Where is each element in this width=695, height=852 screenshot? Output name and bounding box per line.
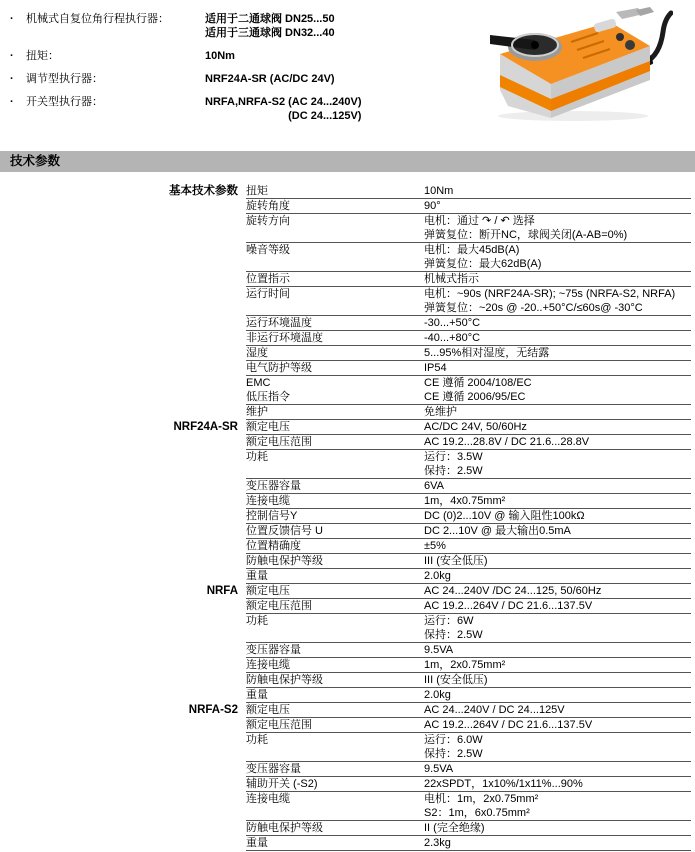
table-row xyxy=(0,214,695,243)
value-line: 弹簧复位：~20s @ -20..+50°C/≤60s@ -30°C xyxy=(424,302,643,314)
table-row xyxy=(0,331,695,346)
param-line: 位置指示 xyxy=(246,273,290,285)
row-content xyxy=(246,376,691,405)
value-line: 9.5VA xyxy=(424,644,454,656)
value-line: AC 19.2...264V / DC 21.6...137.5V xyxy=(424,600,593,612)
group-label xyxy=(0,199,246,214)
param-line: 旋转方向 xyxy=(246,215,290,227)
table-row xyxy=(0,509,695,524)
row-content xyxy=(246,316,691,331)
value-line: 2.0kg xyxy=(424,570,451,582)
param-line: 额定电压 xyxy=(246,421,290,433)
row-content xyxy=(246,584,691,599)
value-cell xyxy=(424,243,691,271)
param-line: 功耗 xyxy=(246,451,268,463)
row-content xyxy=(246,184,691,199)
value-cell xyxy=(424,331,691,345)
bullet-values xyxy=(205,12,335,40)
table-row xyxy=(0,184,695,199)
value-cell xyxy=(424,836,691,850)
group-label: NRFA xyxy=(206,585,238,597)
table-row xyxy=(0,199,695,214)
row-content xyxy=(246,762,691,777)
section-banner-technical-parameters xyxy=(0,151,695,172)
bullet-label: 开关型执行器： xyxy=(26,96,103,108)
table-row xyxy=(0,554,695,569)
param-cell xyxy=(246,287,424,315)
value-line: 运行：3.5W xyxy=(424,451,483,463)
param-cell xyxy=(246,243,424,271)
value-cell xyxy=(424,777,691,791)
param-cell xyxy=(246,479,424,493)
group-label xyxy=(0,214,246,243)
param-cell xyxy=(246,658,424,672)
value-line: 电机：最大45dB(A) xyxy=(424,244,520,256)
value-cell xyxy=(424,346,691,360)
group-label xyxy=(0,821,246,836)
bullet-icon: · xyxy=(10,50,14,62)
param-cell xyxy=(246,733,424,761)
group-label xyxy=(0,287,246,316)
value-line: 运行：6.0W xyxy=(424,734,483,746)
value-cell xyxy=(424,703,691,717)
param-cell xyxy=(246,435,424,449)
param-line: 低压指令 xyxy=(246,391,290,403)
value-cell xyxy=(424,614,691,642)
param-cell xyxy=(246,554,424,568)
value-cell xyxy=(424,435,691,449)
group-label xyxy=(0,658,246,673)
row-content xyxy=(246,718,691,733)
param-line: 额定电压范围 xyxy=(246,719,312,731)
value-line: 9.5VA xyxy=(424,763,454,775)
group-label xyxy=(0,554,246,569)
table-row xyxy=(0,479,695,494)
value-line: CE 遵循 2004/108/EC xyxy=(424,377,532,389)
param-line: 防触电保护等级 xyxy=(246,822,323,834)
param-line: 变压器容量 xyxy=(246,644,301,656)
param-cell xyxy=(246,777,424,791)
value-line: CE 遵循 2006/95/EC xyxy=(424,391,526,403)
param-line: 重量 xyxy=(246,689,268,701)
value-line: 电机：通过 ↷ / ↶ 选择 xyxy=(424,215,535,227)
value-line: III (安全低压) xyxy=(424,555,488,567)
param-cell xyxy=(246,420,424,434)
table-row xyxy=(0,539,695,554)
value-line: 弹簧复位：断开NC，球阀关闭(A-AB=0%) xyxy=(424,229,628,241)
group-label xyxy=(0,836,246,851)
value-cell xyxy=(424,599,691,613)
bullet-icon: · xyxy=(10,13,14,25)
group-label xyxy=(0,272,246,287)
row-content xyxy=(246,836,691,851)
table-row xyxy=(0,792,695,821)
table-row xyxy=(0,836,695,851)
group-label xyxy=(0,688,246,703)
value-line: 1m，2x0.75mm² xyxy=(424,659,506,671)
bullet-icon: · xyxy=(10,73,14,85)
table-row xyxy=(0,405,695,420)
param-cell xyxy=(246,688,424,702)
value-line: 22xSPDT，1x10%/1x11%...90% xyxy=(424,778,583,790)
bullet-item-torque xyxy=(10,49,470,63)
row-content xyxy=(246,479,691,494)
table-row xyxy=(0,614,695,643)
param-line: 控制信号Y xyxy=(246,510,298,522)
bullet-value: 适用于三通球阀 DN32...40 xyxy=(205,27,335,39)
row-content xyxy=(246,569,691,584)
bullet-value: NRF24A-SR (AC/DC 24V) xyxy=(205,73,335,85)
row-content xyxy=(246,539,691,554)
bullet-item-actuator-type xyxy=(10,12,470,40)
group-label xyxy=(0,643,246,658)
group-label: 基本技术参数 xyxy=(169,185,238,197)
bullet-value: 适用于二通球阀 DN25...50 xyxy=(205,13,335,25)
param-line: 噪音等级 xyxy=(246,244,290,256)
value-cell xyxy=(424,272,691,286)
table-row xyxy=(0,673,695,688)
value-line: -40...+80°C xyxy=(424,332,481,344)
value-line: 1m，4x0.75mm² xyxy=(424,495,506,507)
value-cell xyxy=(424,524,691,538)
value-line: III (安全低压) xyxy=(424,674,488,686)
param-cell xyxy=(246,331,424,345)
value-line: AC 19.2...28.8V / DC 21.6...28.8V xyxy=(424,436,590,448)
bullet-icon: · xyxy=(10,96,14,108)
group-label xyxy=(0,331,246,346)
table-row xyxy=(0,420,695,435)
value-line: 6VA xyxy=(424,480,444,492)
row-content xyxy=(246,494,691,509)
param-cell xyxy=(246,703,424,717)
value-cell xyxy=(424,287,691,315)
value-cell xyxy=(424,199,691,213)
table-row xyxy=(0,494,695,509)
table-row xyxy=(0,599,695,614)
param-cell xyxy=(246,494,424,508)
param-line: 额定电压 xyxy=(246,704,290,716)
param-line: 重量 xyxy=(246,837,268,849)
row-content xyxy=(246,199,691,214)
group-label xyxy=(0,718,246,733)
value-cell xyxy=(424,643,691,657)
param-line: 功耗 xyxy=(246,615,268,627)
table-row xyxy=(0,243,695,272)
param-cell xyxy=(246,569,424,583)
value-cell xyxy=(424,658,691,672)
group-label: NRF24A-SR xyxy=(173,421,238,433)
param-line: 连接电缆 xyxy=(246,659,290,671)
row-content xyxy=(246,509,691,524)
param-cell xyxy=(246,524,424,538)
param-line: 位置精确度 xyxy=(246,540,301,552)
value-line: 90° xyxy=(424,200,441,212)
row-content xyxy=(246,733,691,762)
row-content xyxy=(246,703,691,718)
value-line: -30...+50°C xyxy=(424,317,481,329)
value-cell xyxy=(424,733,691,761)
table-row xyxy=(0,450,695,479)
table-row xyxy=(0,272,695,287)
group-label xyxy=(0,539,246,554)
value-cell xyxy=(424,584,691,598)
value-cell xyxy=(424,479,691,493)
table-row xyxy=(0,435,695,450)
section-banner-title: 技术参数 xyxy=(10,154,61,168)
value-cell xyxy=(424,450,691,478)
value-cell xyxy=(424,718,691,732)
value-cell xyxy=(424,792,691,820)
param-cell xyxy=(246,584,424,598)
bullet-values xyxy=(205,95,361,123)
param-line: 变压器容量 xyxy=(246,480,301,492)
value-line: 2.0kg xyxy=(424,689,451,701)
bullet-value: NRFA,NRFA-S2 (AC 24...240V) xyxy=(205,96,362,108)
param-line: 连接电缆 xyxy=(246,495,290,507)
group-label xyxy=(0,405,246,420)
param-line: EMC xyxy=(246,377,271,389)
param-line: 位置反馈信号 U xyxy=(246,525,323,537)
value-line: DC (0)2...10V @ 输入阻性100kΩ xyxy=(424,510,585,522)
group-label xyxy=(0,524,246,539)
bullet-label: 扭矩： xyxy=(26,50,59,62)
table-row xyxy=(0,658,695,673)
param-line: 额定电压范围 xyxy=(246,436,312,448)
value-cell xyxy=(424,821,691,835)
group-label xyxy=(0,450,246,479)
row-content xyxy=(246,688,691,703)
param-cell xyxy=(246,643,424,657)
group-label xyxy=(0,494,246,509)
param-cell xyxy=(246,539,424,553)
value-cell xyxy=(424,688,691,702)
value-line: II (完全绝缘) xyxy=(424,822,485,834)
param-line: 扭矩 xyxy=(246,185,268,197)
value-line: 10Nm xyxy=(424,185,454,197)
table-row xyxy=(0,346,695,361)
param-cell xyxy=(246,346,424,360)
param-line: 辅助开关 (-S2) xyxy=(246,778,318,790)
group-label xyxy=(0,569,246,584)
group-label xyxy=(0,777,246,792)
param-line: 额定电压范围 xyxy=(246,600,312,612)
value-line: AC 24...240V / DC 24...125V xyxy=(424,704,565,716)
table-row xyxy=(0,821,695,836)
table-row xyxy=(0,376,695,405)
group-label xyxy=(0,361,246,376)
value-line: 机械式指示 xyxy=(424,273,479,285)
spec-table xyxy=(0,184,695,851)
bullet-value: 10Nm xyxy=(205,50,235,62)
value-cell xyxy=(424,376,691,404)
row-content xyxy=(246,405,691,420)
table-row xyxy=(0,703,695,718)
value-line: 保持：2.5W xyxy=(424,465,483,477)
row-content xyxy=(246,346,691,361)
value-cell xyxy=(424,554,691,568)
group-label xyxy=(0,346,246,361)
value-cell xyxy=(424,214,691,242)
value-line: AC 19.2...264V / DC 21.6...137.5V xyxy=(424,719,593,731)
value-line: DC 2...10V @ 最大输出0.5mA xyxy=(424,525,571,537)
value-cell xyxy=(424,184,691,198)
value-line: ±5% xyxy=(424,540,446,552)
table-row xyxy=(0,718,695,733)
row-content xyxy=(246,614,691,643)
param-cell xyxy=(246,316,424,330)
table-row xyxy=(0,287,695,316)
param-line: 维护 xyxy=(246,406,268,418)
value-cell xyxy=(424,420,691,434)
row-content xyxy=(246,272,691,287)
param-cell xyxy=(246,184,424,198)
param-cell xyxy=(246,836,424,850)
param-line: 防触电保护等级 xyxy=(246,555,323,567)
table-row xyxy=(0,569,695,584)
row-content xyxy=(246,643,691,658)
param-cell xyxy=(246,272,424,286)
group-label xyxy=(0,733,246,762)
table-row xyxy=(0,762,695,777)
value-cell xyxy=(424,539,691,553)
value-line: AC/DC 24V, 50/60Hz xyxy=(424,421,527,433)
param-cell xyxy=(246,199,424,213)
param-line: 运行环境温度 xyxy=(246,317,312,329)
table-row xyxy=(0,777,695,792)
row-content xyxy=(246,287,691,316)
row-content xyxy=(246,361,691,376)
param-line: 重量 xyxy=(246,570,268,582)
bullet-value: (DC 24...125V) xyxy=(288,110,362,122)
param-cell xyxy=(246,718,424,732)
value-line: 运行：6W xyxy=(424,615,474,627)
param-line: 额定电压 xyxy=(246,585,290,597)
param-line: 功耗 xyxy=(246,734,268,746)
param-cell xyxy=(246,673,424,687)
value-cell xyxy=(424,494,691,508)
table-row xyxy=(0,361,695,376)
group-label xyxy=(0,673,246,688)
value-cell xyxy=(424,405,691,419)
value-cell xyxy=(424,569,691,583)
param-line: 旋转角度 xyxy=(246,200,290,212)
value-line: 2.3kg xyxy=(424,837,451,849)
param-line: 非运行环境温度 xyxy=(246,332,323,344)
param-line: 变压器容量 xyxy=(246,763,301,775)
value-line: 保持：2.5W xyxy=(424,748,483,760)
row-content xyxy=(246,243,691,272)
row-content xyxy=(246,554,691,569)
param-cell xyxy=(246,450,424,478)
row-content xyxy=(246,214,691,243)
table-row xyxy=(0,643,695,658)
actuator-illustration xyxy=(478,2,673,124)
value-cell xyxy=(424,673,691,687)
param-line: 连接电缆 xyxy=(246,793,290,805)
param-cell xyxy=(246,821,424,835)
param-line: 电气防护等级 xyxy=(246,362,312,374)
row-content xyxy=(246,792,691,821)
row-content xyxy=(246,821,691,836)
value-cell xyxy=(424,762,691,776)
bullet-label: 机械式自复位角行程执行器： xyxy=(26,13,169,25)
value-line: 保持：2.5W xyxy=(424,629,483,641)
param-line: 防触电保护等级 xyxy=(246,674,323,686)
bullet-values xyxy=(205,72,335,86)
table-row xyxy=(0,733,695,762)
value-cell xyxy=(424,361,691,375)
row-content xyxy=(246,777,691,792)
value-line: 5...95%相对湿度，无结露 xyxy=(424,347,550,359)
value-line: S2：1m，6x0.75mm² xyxy=(424,807,530,819)
group-label: NRFA-S2 xyxy=(188,704,238,716)
param-cell xyxy=(246,509,424,523)
group-label xyxy=(0,479,246,494)
param-cell xyxy=(246,405,424,419)
value-line: 免维护 xyxy=(424,406,457,418)
param-cell xyxy=(246,376,424,404)
group-label xyxy=(0,509,246,524)
table-row xyxy=(0,584,695,599)
row-content xyxy=(246,599,691,614)
row-content xyxy=(246,331,691,346)
product-summary xyxy=(10,12,470,132)
param-cell xyxy=(246,214,424,242)
value-line: IP54 xyxy=(424,362,447,374)
param-line: 湿度 xyxy=(246,347,268,359)
bullet-values xyxy=(205,49,235,63)
row-content xyxy=(246,673,691,688)
row-content xyxy=(246,524,691,539)
value-cell xyxy=(424,316,691,330)
table-row xyxy=(0,316,695,331)
value-line: 电机：~90s (NRF24A-SR); ~75s (NRFA-S2, NRFA) xyxy=(424,288,676,300)
param-line: 运行时间 xyxy=(246,288,290,300)
bullet-item-onoff xyxy=(10,95,470,123)
group-label xyxy=(0,435,246,450)
group-label xyxy=(0,376,246,405)
param-cell xyxy=(246,361,424,375)
group-label xyxy=(0,762,246,777)
row-content xyxy=(246,420,691,435)
param-cell xyxy=(246,792,424,820)
bullet-item-modulating xyxy=(10,72,470,86)
group-label xyxy=(0,243,246,272)
actuator-product-image xyxy=(478,2,673,124)
value-cell xyxy=(424,509,691,523)
table-row xyxy=(0,524,695,539)
param-cell xyxy=(246,599,424,613)
group-label xyxy=(0,316,246,331)
bullet-label: 调节型执行器： xyxy=(26,73,103,85)
row-content xyxy=(246,450,691,479)
value-line: 电机：1m，2x0.75mm² xyxy=(424,793,539,805)
table-row xyxy=(0,688,695,703)
group-label xyxy=(0,792,246,821)
value-line: AC 24...240V /DC 24...125, 50/60Hz xyxy=(424,585,602,597)
param-cell xyxy=(246,614,424,642)
value-line: 弹簧复位：最大62dB(A) xyxy=(424,258,542,270)
row-content xyxy=(246,435,691,450)
group-label xyxy=(0,614,246,643)
row-content xyxy=(246,658,691,673)
group-label xyxy=(0,599,246,614)
param-cell xyxy=(246,762,424,776)
